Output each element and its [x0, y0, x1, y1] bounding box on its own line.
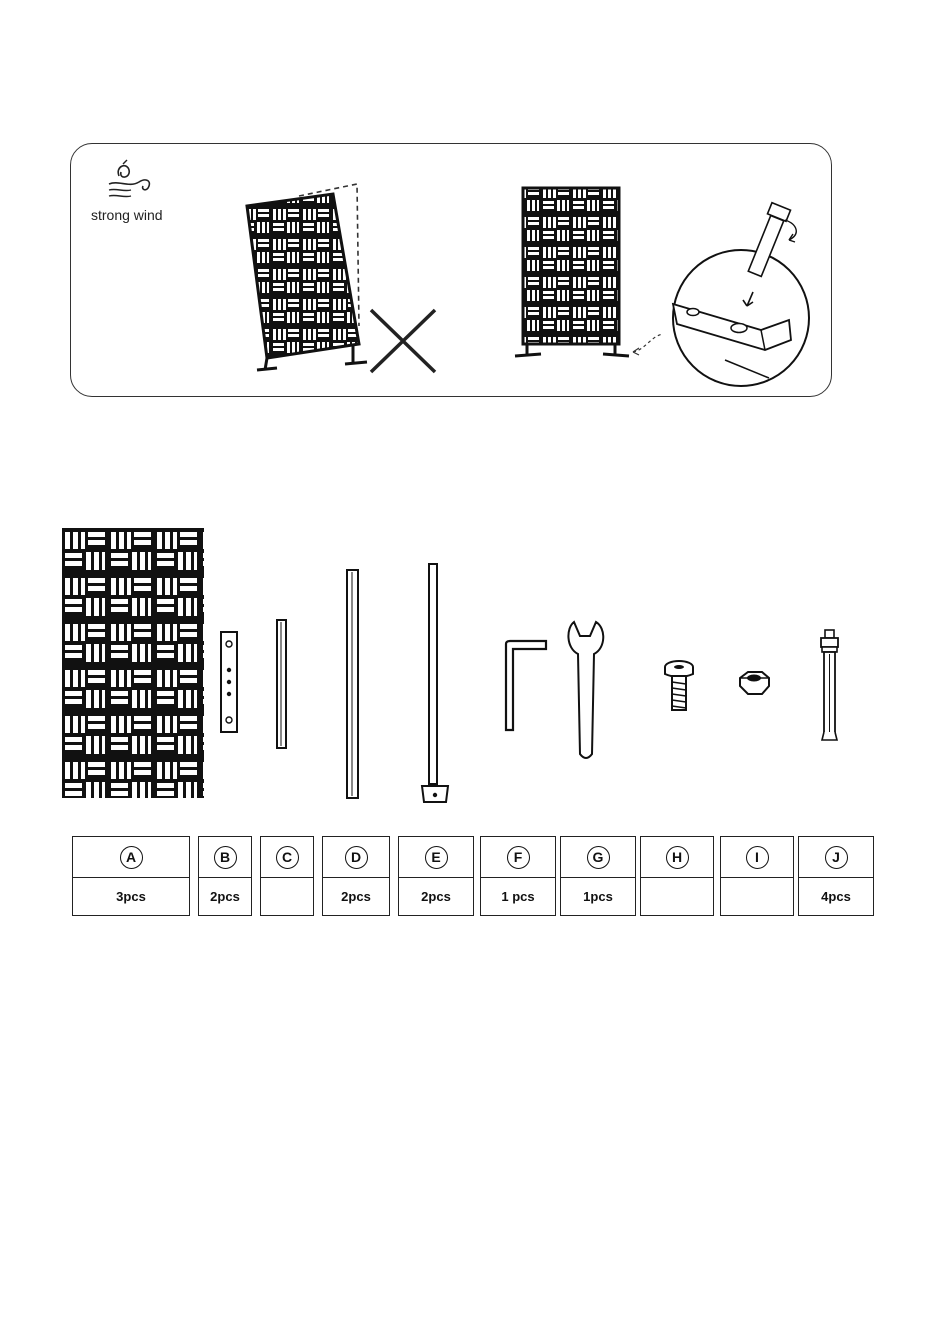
part-letter: F — [507, 846, 530, 869]
strong-wind-warning-panel — [70, 143, 832, 397]
part-cell-e — [398, 836, 474, 916]
hex-nut-image — [736, 668, 772, 700]
cross-mark-icon — [367, 306, 439, 376]
part-letter: D — [345, 846, 368, 869]
part-letter: H — [666, 846, 689, 869]
wind-icon — [105, 158, 155, 206]
anchored-screen-illustration — [511, 184, 661, 364]
strong-wind-label: strong wind — [91, 207, 163, 223]
part-cell-j — [798, 836, 874, 916]
part-letter: J — [825, 846, 848, 869]
decorative-panel-image — [62, 528, 204, 798]
part-cell-g — [560, 836, 636, 916]
part-cell-b — [198, 836, 252, 916]
part-cell-c — [260, 836, 314, 916]
part-cell-h — [640, 836, 714, 916]
part-quantity: 2pcs — [399, 877, 473, 915]
part-cell-i — [720, 836, 794, 916]
part-quantity — [261, 877, 313, 915]
short-channel-image — [274, 618, 290, 750]
part-quantity — [641, 877, 713, 915]
connector-plate-image — [218, 630, 242, 734]
part-letter: A — [120, 846, 143, 869]
part-letter: C — [276, 846, 299, 869]
post-with-foot-image — [418, 562, 452, 808]
part-cell-a — [72, 836, 190, 916]
part-quantity: 2pcs — [323, 877, 389, 915]
tilted-screen-illustration — [241, 176, 381, 376]
part-quantity: 4pcs — [799, 877, 873, 915]
part-letter: G — [587, 846, 610, 869]
part-quantity — [721, 877, 793, 915]
allen-key-image — [500, 638, 550, 732]
part-cell-f — [480, 836, 556, 916]
part-cell-d — [322, 836, 390, 916]
part-letter: E — [425, 846, 448, 869]
part-quantity: 3pcs — [73, 877, 189, 915]
bolt-image — [662, 658, 696, 714]
part-quantity: 2pcs — [199, 877, 251, 915]
part-letter: I — [746, 846, 769, 869]
anchor-bolt-detail-illustration — [665, 200, 821, 390]
long-channel-image — [344, 568, 362, 800]
expansion-anchor-bolt-image — [816, 628, 844, 744]
wrench-image — [564, 618, 608, 764]
parts-list — [58, 518, 876, 920]
part-quantity: 1pcs — [561, 877, 635, 915]
part-quantity: 1 pcs — [481, 877, 555, 915]
part-letter: B — [214, 846, 237, 869]
